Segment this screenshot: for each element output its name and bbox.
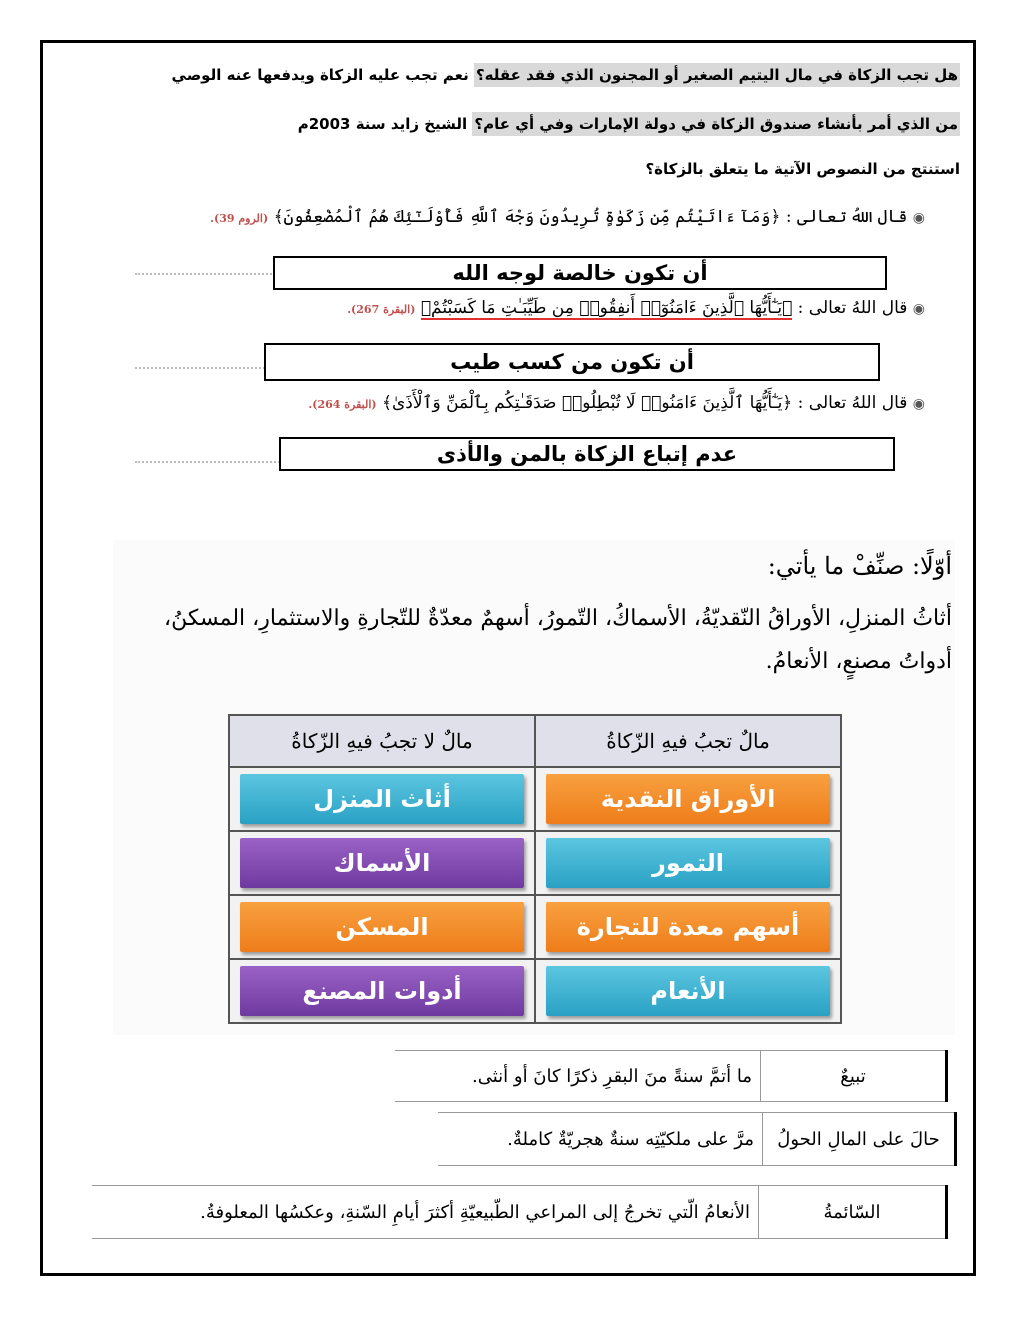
dotted-line [135, 461, 280, 463]
verse-3-answer: عدم إتباع الزكاة بالمن والأذى [279, 437, 895, 471]
zakat-item: الأنعام [546, 966, 830, 1016]
classify-heading: أوّلًا: صنِّفْ ما يأتي: [767, 552, 952, 580]
zakat-item: أسهم معدة للتجارة [546, 902, 830, 952]
definition-2 [438, 1112, 957, 1166]
no-zakat-item: أثاث المنزل [240, 774, 524, 824]
question-1-answer: نعم تجب عليه الزكاة ويدفعها عنه الوصي [171, 66, 469, 84]
verse-3 [308, 392, 925, 413]
question-2-text: من الذي أمر بأنشاء صندوق الزكاة في دولة الإمارات وفي أي عام؟ [472, 112, 960, 136]
question-2 [298, 115, 960, 133]
verse-3-ref: (البقرة 264). [308, 398, 377, 411]
verse-3-text: ﴿يَـٰٓأَيُّهَا ٱلَّذِينَ ءَامَنُوا۟ لَا تُبْطِلُوا۟ صَدَقَـٰتِكُم بِٱلْمَنِّ وَٱلْأَذَىٰ﴾ [382, 393, 793, 413]
verse-2-text: ﴿يَـٰٓأَيُّهَا ٱلَّذِينَ ءَامَنُوٓا۟ أَنفِقُوا۟ مِن طَيِّبَـٰتِ مَا كَسَبْتُمْ﴾ [420, 298, 793, 318]
verse-1-answer: أن تكون خالصة لوجه الله [273, 256, 887, 290]
definition-2-text: مرَّ على ملكيّتِه سنةٌ هجريّةٌ كاملةٌ. [438, 1113, 763, 1166]
classification-table [228, 714, 842, 1024]
bullet-icon: ◉ [912, 301, 925, 317]
no-zakat-item: الأسماك [240, 838, 524, 888]
col-no-zakat-header: مالٌ لا تجبُ فيهِ الزّكاةُ [229, 715, 535, 767]
verse-2-answer: أن تكون من كسب طيب [264, 343, 880, 381]
question-2-answer: الشيخ زايد سنة 2003م [297, 115, 468, 133]
definition-1-term: تبيعٌ [761, 1051, 947, 1102]
question-1-text: هل تجب الزكاة في مال اليتيم الصغير أو المجنون الذي فقد عقله؟ [474, 63, 960, 87]
definition-1 [395, 1050, 948, 1102]
definition-2-term: حالَ على المالِ الحولُ [763, 1113, 956, 1166]
verse-2-ref: (البقرة 267). [347, 303, 416, 316]
verse-2 [347, 298, 925, 318]
classify-items: أثاثُ المنزلِ، الأوراقُ النّقديّةُ، الأسماكُ، التّمورُ، أسهمٌ معدّةٌ للتّجارةِ والاستثمارِ، المسكنُ، أدواتُ مصنعٍ، الأنعامُ. [163, 606, 952, 674]
col-zakat-header: مالٌ تجبُ فيهِ الزّكاةُ [535, 715, 841, 767]
zakat-item: الأوراق النقدية [546, 774, 830, 824]
bullet-icon: ◉ [912, 210, 925, 226]
verse-1-text: ﴿وَمَآ ءَاتَيْتُم مِّن زَكَوٰةٍ تُرِيدُونَ وَجْهَ ٱللَّهِ فَأُوْلَـٰٓئِكَ هُمُ ٱلْمُضْعِفُونَ﴾ [273, 207, 781, 227]
question-1 [172, 66, 960, 84]
verse-1 [210, 206, 925, 227]
dotted-line [135, 367, 265, 369]
definition-3-term: السّائمةُ [759, 1186, 947, 1239]
dotted-line [135, 273, 275, 275]
verse-3-intro: قال اللهُ تعالى : [797, 393, 908, 413]
definition-3-text: الأنعامُ الّتي تخرجُ إلى المراعي الطّبيعيّةِ أكثرَ أيامِ السّنةِ، وعكسُها المعلوفةُ. [92, 1186, 759, 1239]
deduce-prompt: استنتج من النصوص الآتية ما يتعلق بالزكاة؟ [645, 160, 960, 178]
verse-2-intro: قال اللهُ تعالى : [797, 298, 908, 318]
verse-1-ref: (الروم 39). [210, 212, 269, 225]
bullet-icon: ◉ [912, 396, 925, 412]
no-zakat-item: أدوات المصنع [240, 966, 524, 1016]
verse-1-intro: قال اللهُ تعالى : [785, 207, 908, 227]
definition-3 [92, 1185, 948, 1239]
zakat-item: التمور [546, 838, 830, 888]
definition-1-text: ما أتمَّ سنةً منَ البقرِ ذكرًا كانَ أو أنثى. [395, 1051, 761, 1102]
no-zakat-item: المسكن [240, 902, 524, 952]
